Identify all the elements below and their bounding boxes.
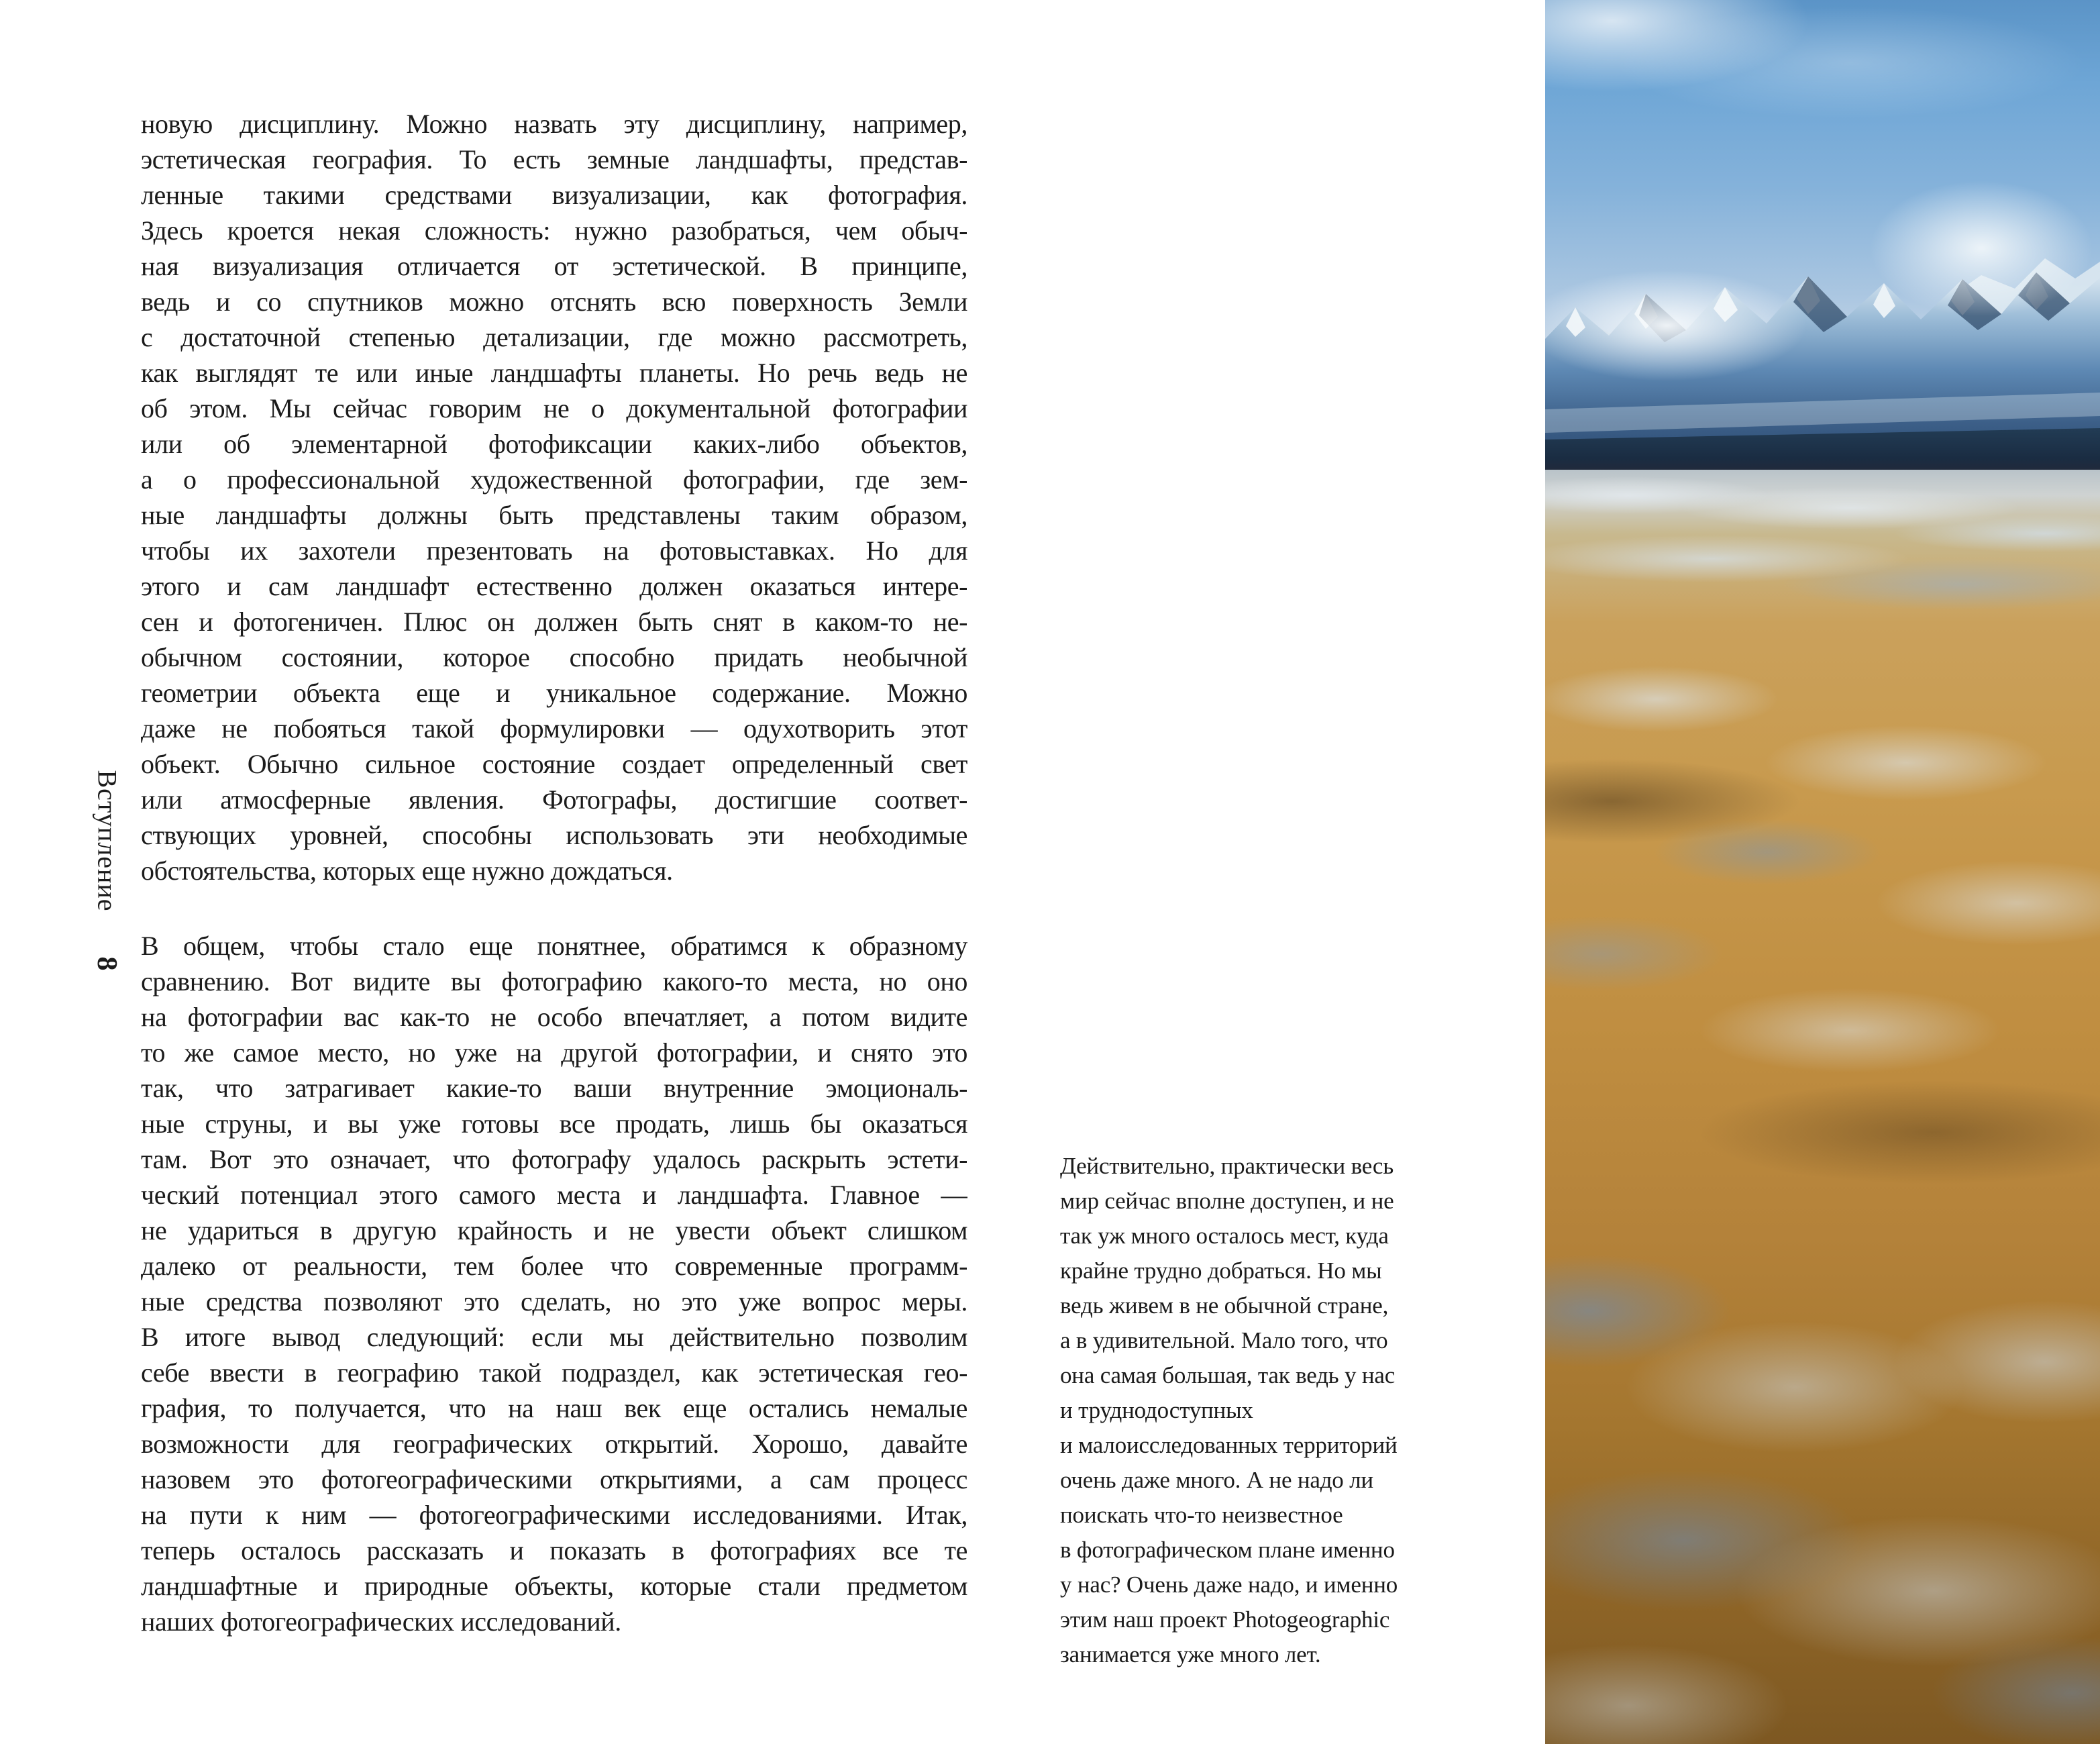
text-line: об этом. Мы сейчас говорим не о документальной фотографии bbox=[141, 393, 967, 423]
text-line: эстетическая география. То есть земные ландшафты, представ- bbox=[141, 144, 967, 174]
text-line: мир сейчас вполне доступен, и не bbox=[1060, 1188, 1394, 1214]
text-line: занимается уже много лет. bbox=[1060, 1641, 1321, 1668]
text-line: себе ввести в географию такой подраздел, как эстетическая гео- bbox=[141, 1357, 967, 1388]
text-line: сравнению. Вот видите вы фотографию какого-то места, но оно bbox=[141, 966, 967, 996]
text-line: ческий потенциал этого самого места и ландшафта. Главное — bbox=[141, 1180, 967, 1210]
text-line: объект. Обычно сильное состояние создает определенный свет bbox=[141, 749, 967, 779]
text-line: или об элементарной фотофиксации каких-либо объектов, bbox=[141, 429, 967, 459]
text-line: и труднодоступных bbox=[1060, 1397, 1253, 1423]
text-line: ные средства позволяют это сделать, но это уже вопрос меры. bbox=[141, 1286, 967, 1317]
photo-steppe bbox=[1545, 470, 2100, 1744]
landscape-photo bbox=[1545, 0, 2100, 1744]
paragraph-1 bbox=[141, 106, 967, 888]
paragraph-2 bbox=[141, 928, 967, 1639]
text-line: В общем, чтобы стало еще понятнее, обратимся к образному bbox=[141, 931, 967, 961]
text-line: так уж много осталось мест, куда bbox=[1060, 1223, 1389, 1249]
text-line: ствующих уровней, способны использовать эти необходимые bbox=[141, 820, 967, 850]
text-line: Здесь кроется некая сложность: нужно разобраться, чем обыч- bbox=[141, 215, 967, 246]
text-line: наших фотогеографических исследований. bbox=[141, 1606, 621, 1637]
text-line: поискать что-то неизвестное bbox=[1060, 1502, 1343, 1528]
text-line: Действительно, практически весь bbox=[1060, 1153, 1394, 1179]
text-line: В итоге вывод следующий: если мы действительно позволим bbox=[141, 1322, 967, 1352]
side-note-column bbox=[1060, 1149, 1398, 1672]
text-line: ные струны, и вы уже готовы все продать, лишь бы оказаться bbox=[141, 1109, 967, 1139]
text-line: этого и сам ландшафт естественно должен оказаться интере- bbox=[141, 571, 967, 601]
text-line: то же самое место, но уже на другой фотографии, и снято это bbox=[141, 1037, 967, 1068]
text-line: у нас? Очень даже надо, и именно bbox=[1060, 1572, 1398, 1598]
text-line: на пути к ним — фотогеографическими исследованиями. Итак, bbox=[141, 1500, 967, 1530]
chapter-vertical-label: Вступление bbox=[92, 770, 123, 912]
text-line: новую дисциплину. Можно назвать эту дисциплину, например, bbox=[141, 109, 967, 139]
text-line: сен и фотогеничен. Плюс он должен быть снят в каком-то не- bbox=[141, 607, 967, 637]
text-line: теперь осталось рассказать и показать в фотографиях все те bbox=[141, 1535, 967, 1566]
text-line: ленные такими средствами визуализации, как фотография. bbox=[141, 180, 967, 210]
text-line: ведь и со спутников можно отснять всю поверхность Земли bbox=[141, 287, 967, 317]
text-line: не удариться в другую крайность и не увести объект слишком bbox=[141, 1215, 967, 1245]
text-line: она самая большая, так ведь у нас bbox=[1060, 1362, 1396, 1388]
text-line: этим наш проект Photogeographic bbox=[1060, 1606, 1390, 1633]
text-line: в фотографическом плане именно bbox=[1060, 1537, 1395, 1563]
text-line: и малоисследованных территорий bbox=[1060, 1432, 1398, 1458]
text-line: даже не побояться такой формулировки — одухотворить этот bbox=[141, 713, 967, 743]
text-line: а о профессиональной художественной фотографии, где зем- bbox=[141, 464, 967, 495]
text-line: или атмосферные явления. Фотографы, достигшие соответ- bbox=[141, 784, 967, 815]
text-line: обычном состоянии, которое способно придать необычной bbox=[141, 642, 967, 672]
main-text-column bbox=[141, 106, 967, 1639]
text-line: обстоятельства, которых еще нужно дождаться. bbox=[141, 856, 673, 886]
text-line: ные ландшафты должны быть представлены таким образом, bbox=[141, 500, 967, 530]
text-line: ландшафтные и природные объекты, которые стали предметом bbox=[141, 1571, 967, 1601]
text-line: ведь живем в не обычной стране, bbox=[1060, 1292, 1389, 1319]
text-line: как выглядят те или иные ландшафты планеты. Но речь ведь не bbox=[141, 358, 967, 388]
text-line: так, что затрагивает какие-то ваши внутренние эмоциональ- bbox=[141, 1073, 967, 1103]
text-line: далеко от реальности, тем более что современные программ- bbox=[141, 1251, 967, 1281]
text-line: очень даже много. А не надо ли bbox=[1060, 1467, 1373, 1493]
photo-mountains bbox=[1545, 235, 2100, 483]
text-line: на фотографии вас как-то не особо впечатляет, а потом видите bbox=[141, 1002, 967, 1032]
text-line: назовем это фотогеографическими открытиями, а сам процесс bbox=[141, 1464, 967, 1494]
text-line: а в удивительной. Мало того, что bbox=[1060, 1327, 1388, 1353]
text-line: ная визуализация отличается от эстетической. В принципе, bbox=[141, 251, 967, 281]
text-line: там. Вот это означает, что фотографу удалось раскрыть эстети- bbox=[141, 1144, 967, 1174]
text-line: крайне трудно добраться. Но мы bbox=[1060, 1258, 1382, 1284]
text-line: графия, то получается, что на наш век еще остались немалые bbox=[141, 1393, 967, 1423]
text-line: геометрии объекта еще и уникальное содержание. Можно bbox=[141, 678, 967, 708]
text-line: чтобы их захотели презентовать на фотовыставках. Но для bbox=[141, 535, 967, 566]
text-line: с достаточной степенью детализации, где можно рассмотреть, bbox=[141, 322, 967, 352]
text-line: возможности для географических открытий. Хорошо, давайте bbox=[141, 1429, 967, 1459]
page-number: 8 bbox=[91, 956, 122, 971]
